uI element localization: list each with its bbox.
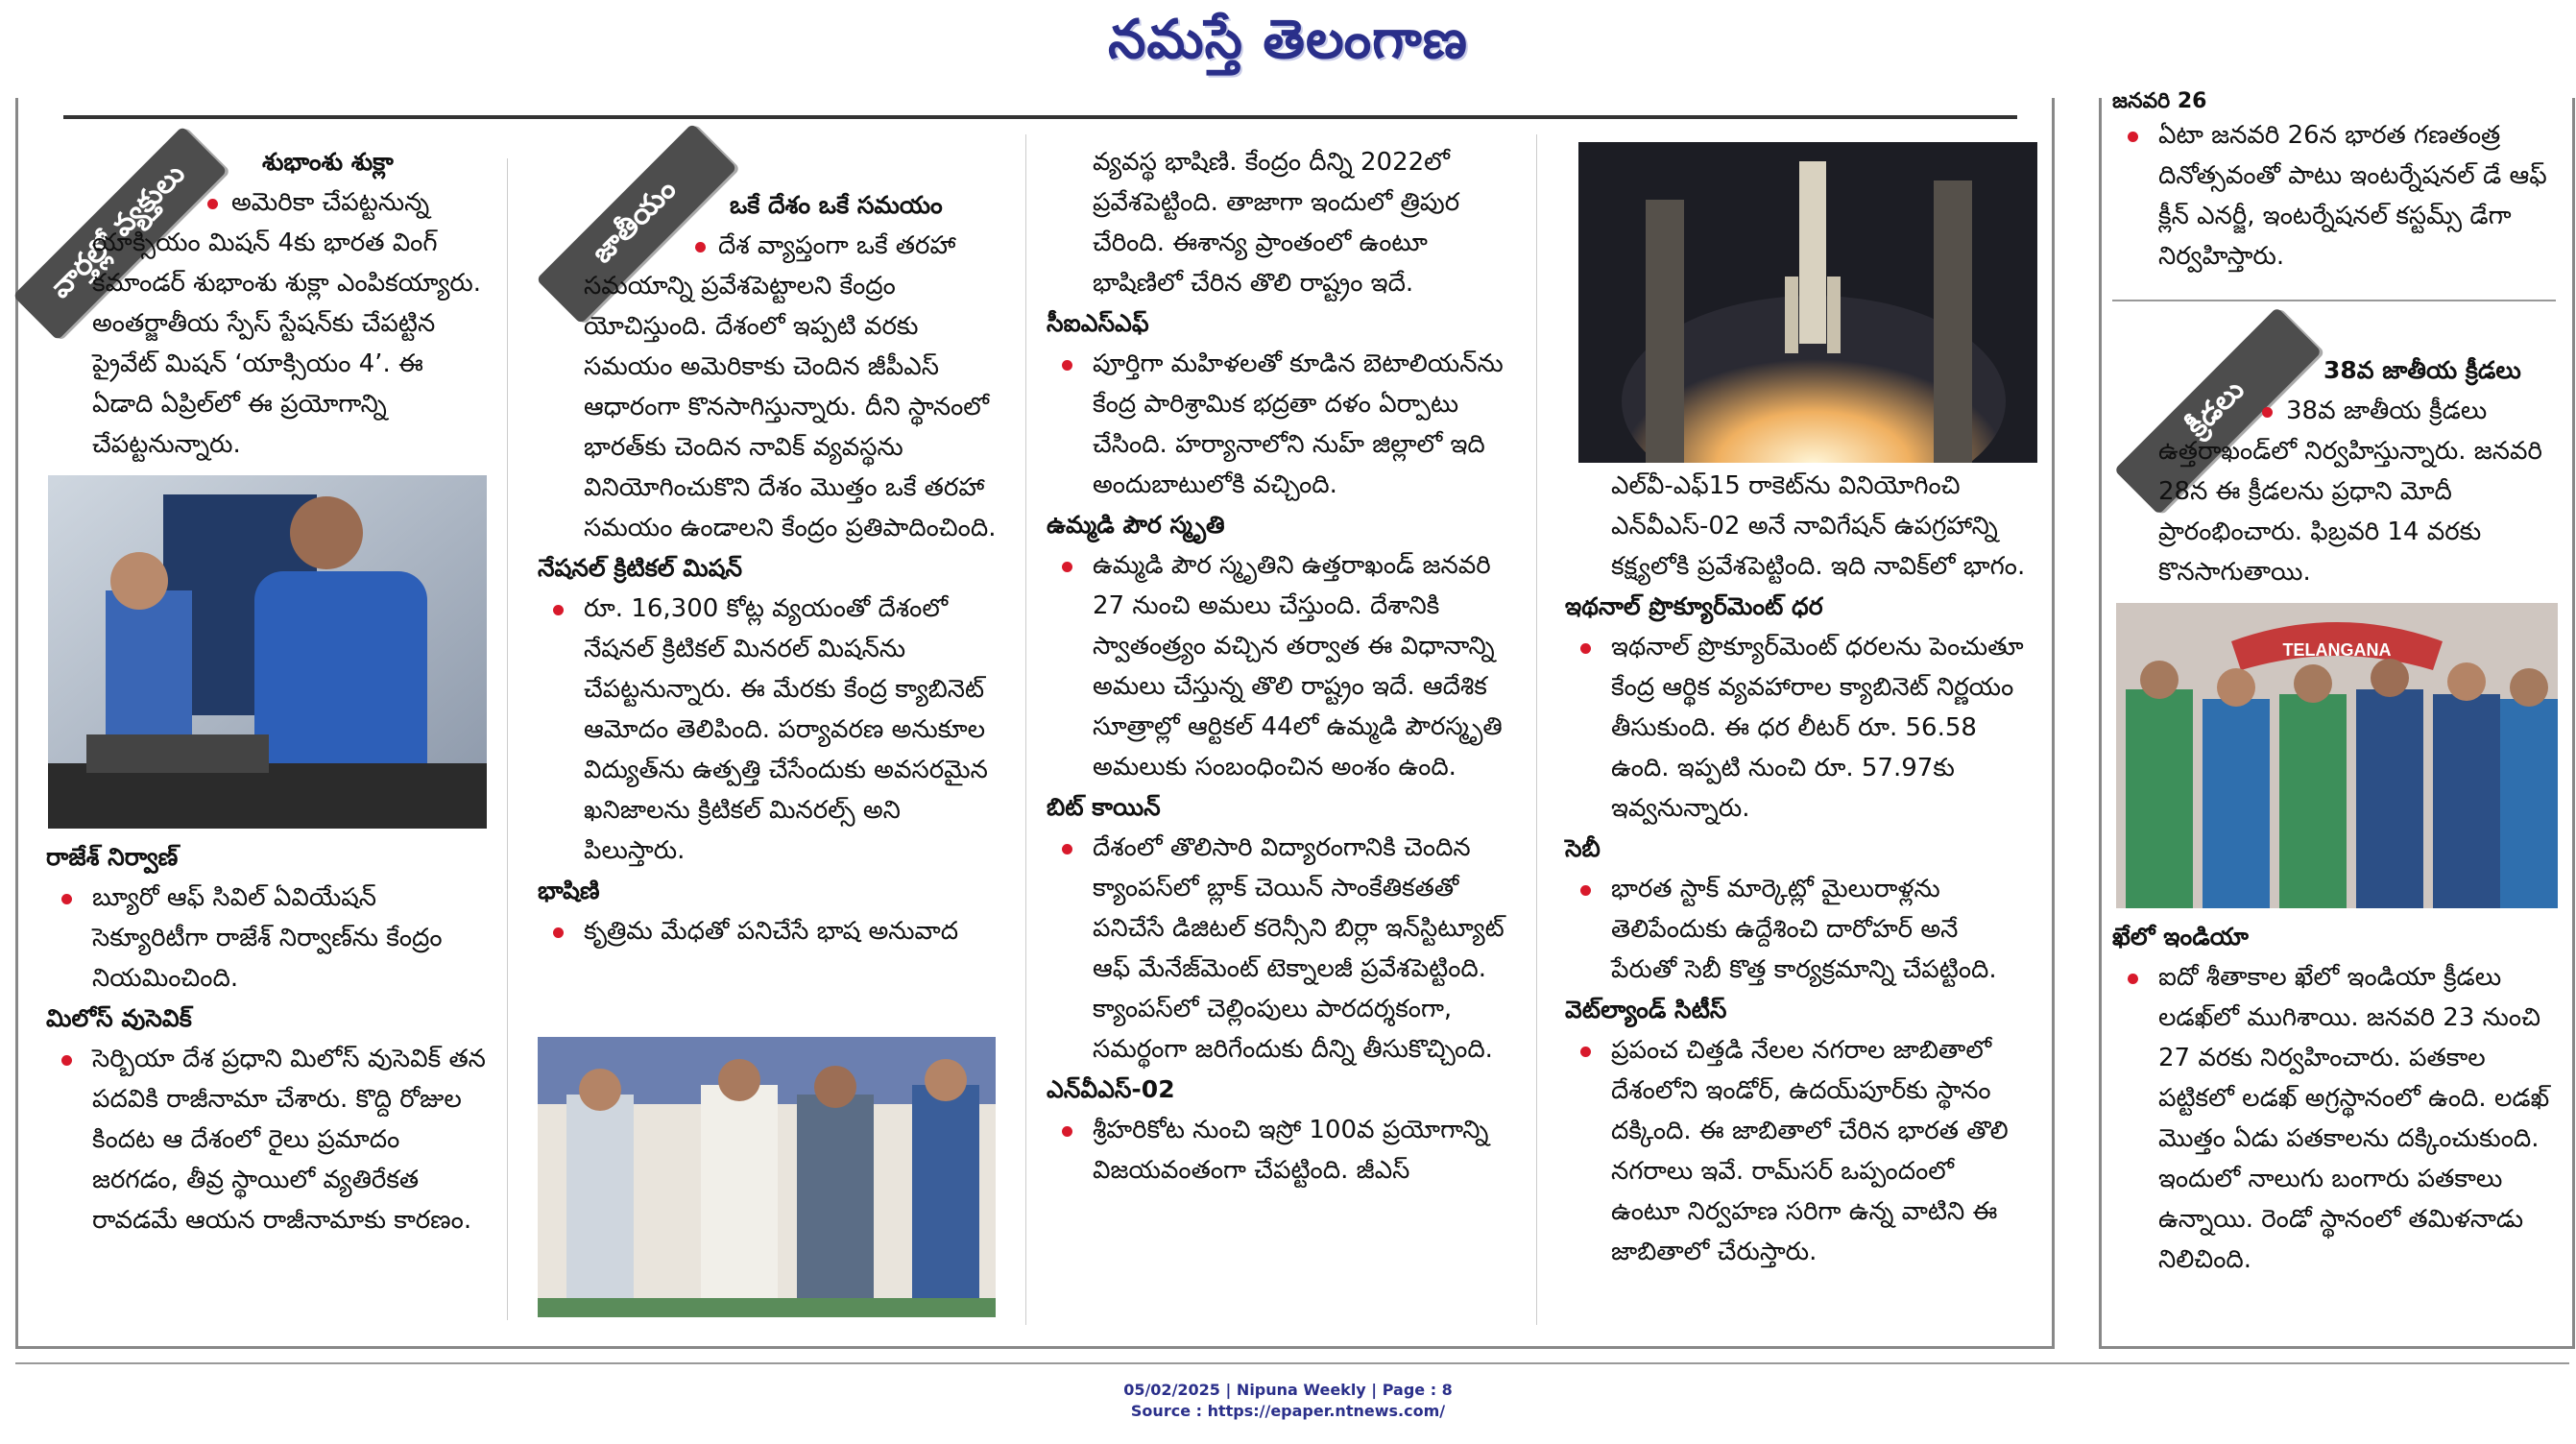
article-body: ఎల్‌వీ-ఎఫ్15 రాకెట్‌ను వినియోగించి ఎన్‌వీఎస్-02 అనే నావిగేషన్ ఉపగ్రహాన్ని కక్ష్యలోకి ప్రవేశపెట్టింది. ఇది నావిక్‌లో భాగం. — [1611, 471, 2026, 581]
headline: 38వ జాతీయ క్రీడలు — [2323, 356, 2521, 384]
headline: ఉమ్మడి పౌర స్మృతి — [1047, 511, 1225, 539]
bullet-dot — [695, 242, 706, 253]
article-text — [46, 878, 486, 999]
headline: మిలోస్ వుసెవిక్ — [46, 1004, 192, 1032]
photo-image — [1578, 142, 2037, 463]
bullet-dot — [1580, 885, 1591, 896]
page-footer — [0, 1380, 2576, 1422]
article-body: రూ. 16,300 కోట్ల వ్యయంతో దేశంలో నేషనల్ క్రిటికల్ మినరల్ మిషన్‌ను చేపట్టనున్నారు. ఈ మేరకు కేంద్ర క్యాబినెట్ ఆమోదం తెలిపింది. పర్యావరణ అనుకూల విద్యుత్‌ను ఉత్పత్తి చేసేందుకు అవసరమైన ఖనిజాలను క్రిటికల్ మినరల్స్ అని పిలుస్తారు. — [584, 594, 988, 865]
column-5-sports — [2112, 350, 2560, 592]
article-body: ఏటా జనవరి 26న భారత గణతంత్ర దినోత్సవంతో పాటు ఇంటర్నేషనల్ డే ఆఫ్ క్లీన్ ఎనర్జీ, ఇంటర్నేషనల్ కస్టమ్స్ డేగా నిర్వహిస్తారు. — [2158, 121, 2547, 271]
article-text — [538, 911, 1000, 951]
column-4 — [1565, 466, 2028, 1272]
article-body: 38వ జాతీయ క్రీడలు ఉత్తరాఖండ్‌లో నిర్వహిస్తున్నారు. జనవరి 28న ఈ క్రీడలను ప్రధాని మోదీ ప్రారంభించారు. ఫిబ్రవరి 14 వరకు కొనసాగుతాయి. — [2158, 397, 2542, 587]
headline: బిట్ కాయిన్ — [1047, 793, 1161, 821]
article-body: ఉమ్మడి పౌర స్మృతిని ఉత్తరాఖండ్ జనవరి 27 నుంచి అమలు చేస్తుంది. దేశానికి స్వాతంత్ర్యం వచ్చిన తర్వాత ఈ విధానాన్ని అమలు చేస్తున్న తొలి రాష్ట్రం ఇదే. ఆదేశిక సూత్రాల్లో ఆర్టికల్ 44లో ఉమ్మడి పౌరస్మృతి అమలుకు సంబంధించిన అంశం ఉంది. — [1093, 551, 1503, 782]
bullet-dot — [1062, 360, 1072, 371]
column-1 — [46, 142, 486, 465]
headline: శుభాంశు శుక్లా — [262, 148, 394, 176]
column-1-lower — [46, 837, 486, 1240]
footer-date-line: 05/02/2025 | Nipuna Weekly | Page : 8 — [1123, 1381, 1453, 1399]
headline: జనవరి 26 — [2112, 89, 2207, 113]
bottom-rule — [15, 1362, 2569, 1364]
article-text — [2112, 391, 2560, 592]
column-divider — [507, 158, 508, 1320]
headline: సెబీ — [1565, 834, 1601, 862]
photo-astronaut-at-podium — [48, 475, 487, 829]
article-text — [2112, 957, 2560, 1280]
article-body: వ్యవస్థ భాషిణి. కేంద్రం దీన్ని 2022లో ప్రవేశపెట్టింది. తాజాగా ఇందులో త్రిపుర చేరింది. ఈశాన్య ప్రాంతంలో ఉంటూ భాషిణిలో చేరిన తొలి రాష్ట్రం ఇదే. — [1093, 148, 1460, 298]
article-text — [1565, 1030, 2028, 1272]
bullet-dot — [1062, 562, 1072, 572]
photo-image — [2116, 603, 2558, 908]
section-ribbon-national: జాతీయం — [536, 123, 736, 324]
column-5-lower — [2112, 917, 2560, 1280]
article-body: భారత స్టాక్ మార్కెట్లో మైలురాళ్లను తెలిపేందుకు ఉద్దేశించి దారోహర్ అనే పేరుతో సెబీ కొత్త కార్యక్రమాన్ని చేపట్టింది. — [1611, 875, 1997, 984]
article-body: అమెరికా చేపట్టనున్న యాక్సియం మిషన్ 4కు భారత వింగ్ కమాండర్ శుభాంశు శుక్లా ఎంపికయ్యారు. అంతర్జాతీయ స్పేస్ స్టేషన్‌కు చేపట్టిన ప్రైవేట్ మిషన్ ‘యాక్సియం 4’. ఈ ఏడాది ఏప్రిల్‌లో ఈ ప్రయోగాన్ని చేపట్టనున్నారు. — [92, 188, 482, 459]
headline: నేషనల్ క్రిటికల్ మిషన్ — [538, 554, 743, 582]
photo-telangana-team — [2116, 603, 2558, 908]
headline: భాషిణి — [538, 877, 600, 904]
article-body: సెర్బియా దేశ ప్రధాని మిలోస్ వుసెవిక్ తన పదవికి రాజీనామా చేశారు. కొద్ది రోజుల కిందట ఆ దేశంలో రైలు ప్రమాదం జరగడం, తీవ్ర స్థాయిలో వ్యతిరేకత రావడమే ఆయన రాజీనామాకు కారణం. — [92, 1045, 486, 1235]
bullet-dot — [1580, 1047, 1591, 1057]
article-text — [1565, 869, 2028, 990]
photo-image — [48, 475, 487, 829]
article-body: ప్రపంచ చిత్తడి నేలల నగరాల జాబితాలో దేశంలోని ఇండోర్, ఉదయ్‌పూర్‌కు స్థానం దక్కింది. ఈ జాబితాలో చేరిన భారత తొలి నగరాలు ఇవే. రామ్‌సర్ ఒప్పందంలో ఉంటూ నిర్వహణ సరిగా ఉన్న వాటిని ఈ జాబితాలో చేరుస్తారు. — [1611, 1036, 2009, 1266]
bullet-dot — [2262, 407, 2273, 418]
section-divider — [2112, 300, 2556, 301]
headline: సీఐఎస్ఎఫ్ — [1047, 309, 1149, 337]
bullet-dot — [2128, 132, 2138, 142]
headline: ఒకే దేశం ఒకే సమయం — [730, 191, 943, 219]
bullet-dot — [207, 199, 218, 209]
bullet-dot — [1580, 643, 1591, 654]
bullet-dot — [1062, 844, 1072, 854]
headline: వెట్‌ల్యాండ్ సిటీస్ — [1565, 996, 1727, 1023]
column-2 — [538, 185, 1000, 951]
article-body: శ్రీహరికోట నుంచి ఇస్రో 100వ ప్రయోగాన్ని విజయవంతంగా చేపట్టింది. జీఎస్ — [1093, 1116, 1489, 1185]
article-text — [1565, 627, 2028, 829]
masthead — [0, 0, 2576, 84]
article-body: బ్యూరో ఆఫ్ సివిల్ ఏవియేషన్ సెక్యూరిటీగా రాజేశ్ నిర్వాణ్‌ను కేంద్రం నియమించింది. — [92, 883, 443, 993]
article-text — [2112, 115, 2560, 277]
photo-rocket-launch — [1578, 142, 2037, 463]
photo-mou-exchange — [538, 1037, 996, 1317]
article-text — [46, 182, 486, 465]
bullet-dot — [1062, 1126, 1072, 1137]
article-text — [46, 1039, 486, 1240]
masthead-title: నమస్తే తెలంగాణ — [1108, 8, 1468, 71]
article-text — [1047, 545, 1507, 787]
bullet-dot — [553, 605, 564, 615]
article-body: ఇథనాల్ ప్రొక్యూర్‌మెంట్ ధరలను పెంచుతూ కేంద్ర ఆర్థిక వ్యవహారాల క్యాబినెట్ నిర్ణయం తీసుకుంది. ఈ ధర లీటర్ రూ. 56.58 ఉంది. ఇప్పటి నుంచి రూ. 57.97కు ఇవ్వనున్నారు. — [1611, 633, 2024, 823]
bullet-dot — [553, 927, 564, 938]
article-body: పూర్తిగా మహిళలతో కూడిన బెటాలియన్‌ను కేంద్ర పారిశ్రామిక భద్రతా దళం ఏర్పాటు చేసింది. హర్యానాలోని నుహ్ జిల్లాలో ఇది అందుబాటులోకి వచ్చింది. — [1093, 349, 1504, 499]
article-text — [1047, 1110, 1507, 1191]
article-text — [538, 226, 1000, 548]
article-text — [1047, 828, 1507, 1070]
footer-source-line: Source : https://epaper.ntnews.com/ — [1130, 1402, 1446, 1420]
bullet-dot — [61, 1055, 72, 1066]
banner-text: TELANGANA — [2282, 640, 2392, 660]
column-divider — [1025, 134, 1026, 1325]
article-body: కృత్రిమ మేధతో పనిచేసే భాష అనువాద — [584, 917, 959, 946]
column-3 — [1047, 142, 1507, 1191]
headline: రాజేశ్ నిర్వాణ్ — [46, 843, 179, 871]
photo-image — [538, 1037, 996, 1317]
section-ribbon-sports: క్రీడలు — [2114, 307, 2322, 515]
column-5 — [2112, 88, 2560, 277]
article-text — [1047, 344, 1507, 505]
headline: ఇథనాల్ ప్రొక్యూర్‌మెంట్ ధర — [1565, 592, 1823, 620]
section-ribbon-personalities: వార్తల్లో వ్యక్తులు — [12, 126, 227, 340]
bullet-dot — [61, 894, 72, 904]
article-body: ఐదో శీతాకాల ఖేలో ఇండియా క్రీడలు లడఖ్‌లో ముగిశాయి. జనవరి 23 నుంచి 27 వరకు నిర్వహించారు. పతకాల పట్టికలో లడఖ్ అగ్రస్థానంలో ఉంది. లడఖ్ మొత్తం ఏడు పతకాలను దక్కించుకుంది. ఇందులో నాలుగు బంగారు పతకాలు ఉన్నాయి. రెండో స్థానంలో తమిళనాడు నిలిచింది. — [2158, 963, 2550, 1274]
article-text — [538, 589, 1000, 871]
bullet-dot — [2128, 974, 2138, 984]
headline: ఎన్‌వీఎస్-02 — [1047, 1075, 1175, 1103]
article-body: దేశ వ్యాప్తంగా ఒకే తరహా సమయాన్ని ప్రవేశపెట్టాలని కేంద్రం యోచిస్తుంది. దేశంలో ఇప్పటి వరకు సమయం అమెరికాకు చెందిన జీపీఎస్ ఆధారంగా కొనసాగిస్తున్నారు. దీని స్థానంలో భారత్‌కు చెందిన నావిక్ వ్యవస్థను వినియోగించుకొని దేశం మొత్తం ఒకే తరహా సమయం ఉండాలని కేంద్రం ప్రతిపాదించింది. — [584, 231, 997, 542]
column-divider — [1536, 134, 1537, 1325]
article-body: దేశంలో తొలిసారి విద్యారంగానికి చెందిన క్యాంపస్‌లో బ్లాక్ చెయిన్ సాంకేతికతతో పనిచేసే డిజిటల్ కరెన్సీని బిర్లా ఇన్‌స్టిట్యూట్ ఆఫ్ మేనేజ్‌మెంట్ టెక్నాలజీ ప్రవేశపెట్టింది. క్యాంపస్‌లో చెల్లింపులు పారదర్శకంగా, సమర్థంగా జరిగేందుకు దీన్ని తీసుకొచ్చింది. — [1093, 833, 1505, 1064]
headline: ఖేలో ఇండియా — [2112, 923, 2249, 951]
